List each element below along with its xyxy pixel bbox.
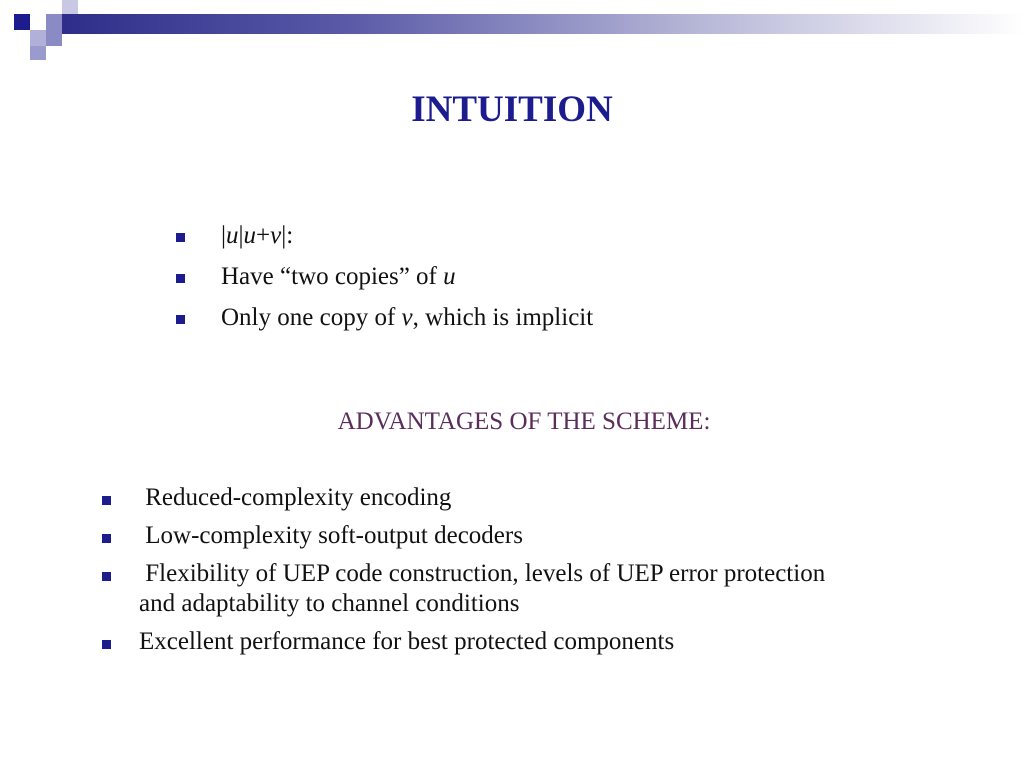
deco-square xyxy=(14,14,30,30)
square-bullet-icon xyxy=(102,572,111,581)
var-u: u xyxy=(443,263,456,290)
var-u: u xyxy=(243,222,257,249)
var-u: u xyxy=(226,222,239,249)
formula-end: |: xyxy=(281,222,294,249)
list-item xyxy=(102,483,902,513)
formula-bar: | xyxy=(221,222,227,249)
advantage-text: Flexibility of UEP code construction, levels of UEP error protection and adaptability to channel conditions xyxy=(139,560,832,617)
list-item xyxy=(102,627,902,657)
advantage-text: Reduced-complexity encoding xyxy=(139,484,452,511)
slide-title: INTUITION xyxy=(411,89,613,130)
var-v: v xyxy=(401,304,413,331)
deco-square xyxy=(46,30,62,46)
list-item xyxy=(176,261,593,302)
bullet-text: Have “two copies” of xyxy=(221,263,444,290)
list-item xyxy=(176,302,593,343)
square-bullet-icon xyxy=(176,233,185,242)
square-bullet-icon xyxy=(102,496,111,505)
square-bullet-icon xyxy=(176,274,185,283)
header-decoration xyxy=(0,0,1024,62)
square-bullet-icon xyxy=(102,640,111,649)
deco-square xyxy=(30,30,46,46)
deco-square xyxy=(62,0,78,14)
advantage-text: Low-complexity soft-output decoders xyxy=(139,522,523,549)
list-item xyxy=(102,521,902,551)
bullet-text: Only one copy of xyxy=(221,304,402,331)
advantages-heading: ADVANTAGES OF THE SCHEME: xyxy=(337,408,711,435)
deco-square xyxy=(46,14,62,30)
advantage-text: Excellent performance for best protected components xyxy=(139,628,675,655)
deco-square xyxy=(30,46,46,60)
advantages-list xyxy=(102,483,902,665)
list-item xyxy=(102,559,902,619)
header-gradient-bar xyxy=(62,14,1024,34)
formula-bar: | xyxy=(238,222,244,249)
square-bullet-icon xyxy=(102,534,111,543)
var-v: v xyxy=(270,222,282,249)
list-item xyxy=(176,220,593,261)
formula-plus: + xyxy=(256,222,271,249)
square-bullet-icon xyxy=(176,315,185,324)
intro-bullet-list xyxy=(176,220,593,343)
bullet-text: , which is implicit xyxy=(412,304,594,331)
